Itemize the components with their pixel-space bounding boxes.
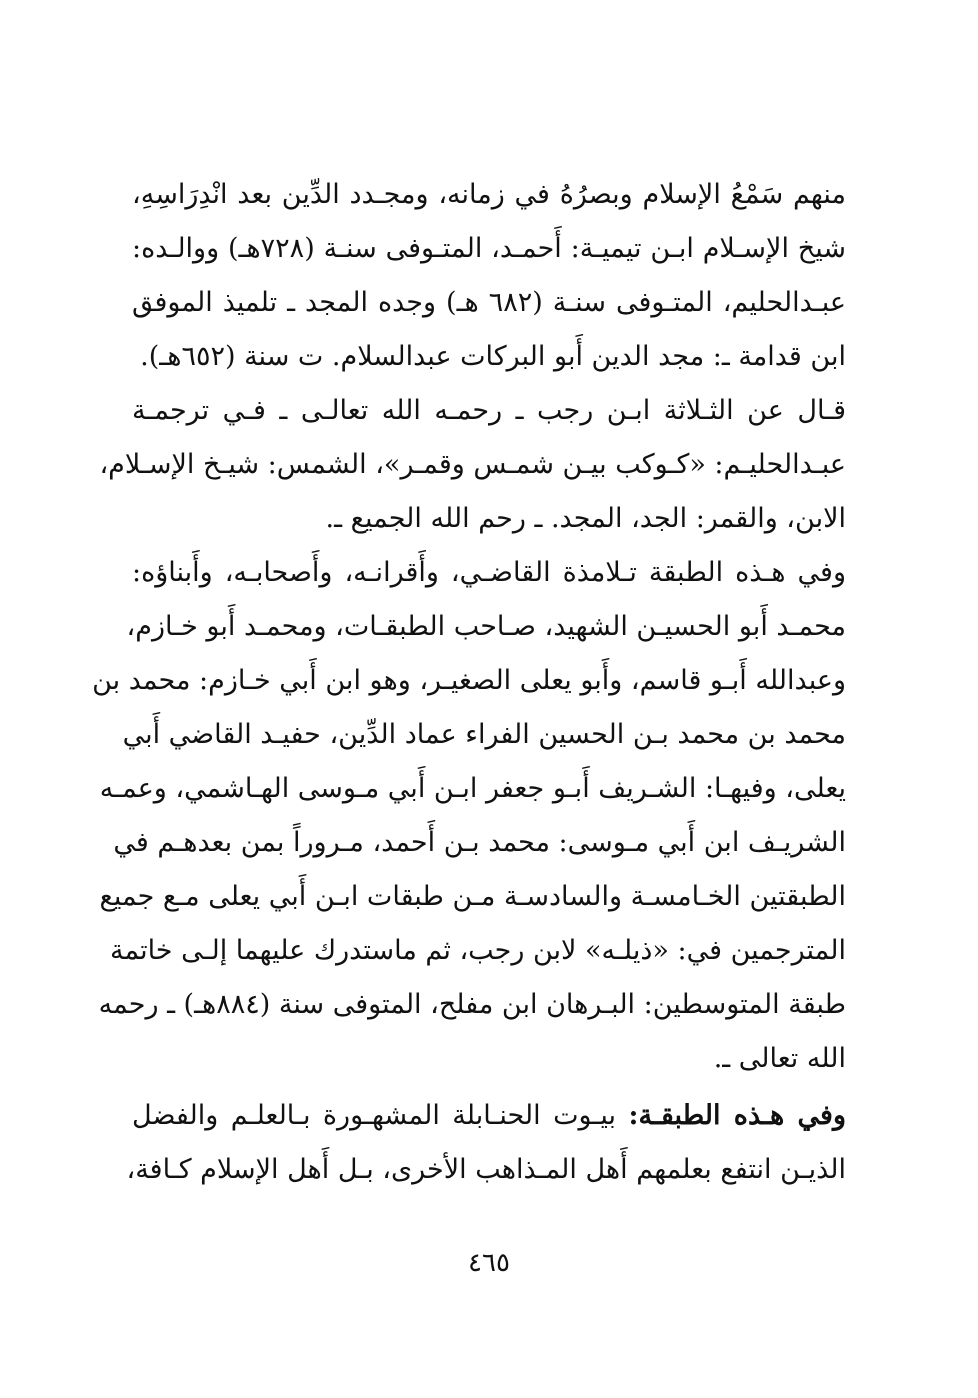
text-line: ابن قدامة ـ: مجد الدين أَبو البركات عبدالسلام. ت سنة (٦٥٢هـ). — [140, 341, 846, 372]
text-line: يعلى، وفيهـا: الشـريف أَبـو جعفر ابـن أَبي مـوسى الهـاشمي، وعمـه — [99, 773, 846, 804]
paragraph-lead: وفي هـذه الطبقـة: — [628, 1100, 846, 1131]
text-line: شيخ الإسـلام ابـن تيميـة: أَحمـد، المتـوفى سنـة (٧٢٨هـ) ووالـده: — [132, 233, 846, 264]
paragraph-3 — [92, 546, 846, 1086]
paragraph-2 — [99, 384, 846, 546]
paragraph-4 — [126, 1089, 846, 1197]
text-line: عبـدالحليـم: «كـوكب بيـن شمـس وقمـر»، الشمس: شيـخ الإسـلام، — [99, 449, 846, 480]
text-line: الذيـن انتفع بعلمهم أَهل المـذاهب الأخرى، بـل أَهل الإسلام كـافة، — [126, 1154, 846, 1185]
text-line: عبـدالحليم، المتـوفى سنـة (٦٨٢ هـ) وجده المجد ـ تلميذ الموفق — [132, 287, 846, 318]
text-line: محمد بن محمد بـن الحسين الفراء عماد الدِّين، حفيـد القاضي أَبي — [122, 719, 846, 750]
text-line — [132, 1089, 846, 1143]
text-line: الابن، والقمر: الجد، المجد. ـ رحم الله الجميع ـ. — [325, 503, 846, 534]
text-line: طبقة المتوسطين: البـرهان ابن مفلح، المتوفى سنة (٨٨٤هـ) ـ رحمه — [98, 989, 846, 1020]
paragraph-1 — [132, 168, 846, 384]
text-line: الله تعالى ـ. — [713, 1043, 846, 1074]
text-line: منهم سَمْعُ الإسلام وبصرُهُ في زمانه، ومجـدد الدِّين بعد انْدِرَاسِهِ، — [132, 179, 846, 210]
text-line: وعبدالله أَبـو قاسم، وأَبو يعلى الصغيـر، وهو ابن أَبي خـازم: محمد بن — [92, 665, 846, 696]
text-line: محمـد أَبو الحسيـن الشهيد، صـاحب الطبقـات، ومحمـد أَبو خـازم، — [126, 611, 846, 642]
text-line: الطبقتين الخـامسـة والسادسـة مـن طبقات ابـن أَبي يعلى مـع جميع — [99, 881, 846, 912]
page-number: ٤٦٥ — [468, 1248, 510, 1278]
text-line: قـال عن الثـلاثة ابـن رجب ـ رحمـه الله تعالـى ـ فـي ترجمـة — [132, 395, 846, 426]
text-line-rest: بيـوت الحنـابلة المشهـورة بـالعلـم والفضل — [132, 1100, 629, 1131]
text-line: المترجمين في: «ذيلـه» لابن رجب، ثم ماستدرك عليهما إلـى خاتمة — [109, 935, 846, 966]
text-line: الشريـف ابن أَبي مـوسى: محمد بـن أَحمد، مـروراً بمن بعدهـم في — [113, 827, 846, 858]
text-line: وفي هـذه الطبقة تـلامذة القاضـي، وأَقرانـه، وأَصحابـه، وأَبناؤه: — [132, 557, 846, 588]
